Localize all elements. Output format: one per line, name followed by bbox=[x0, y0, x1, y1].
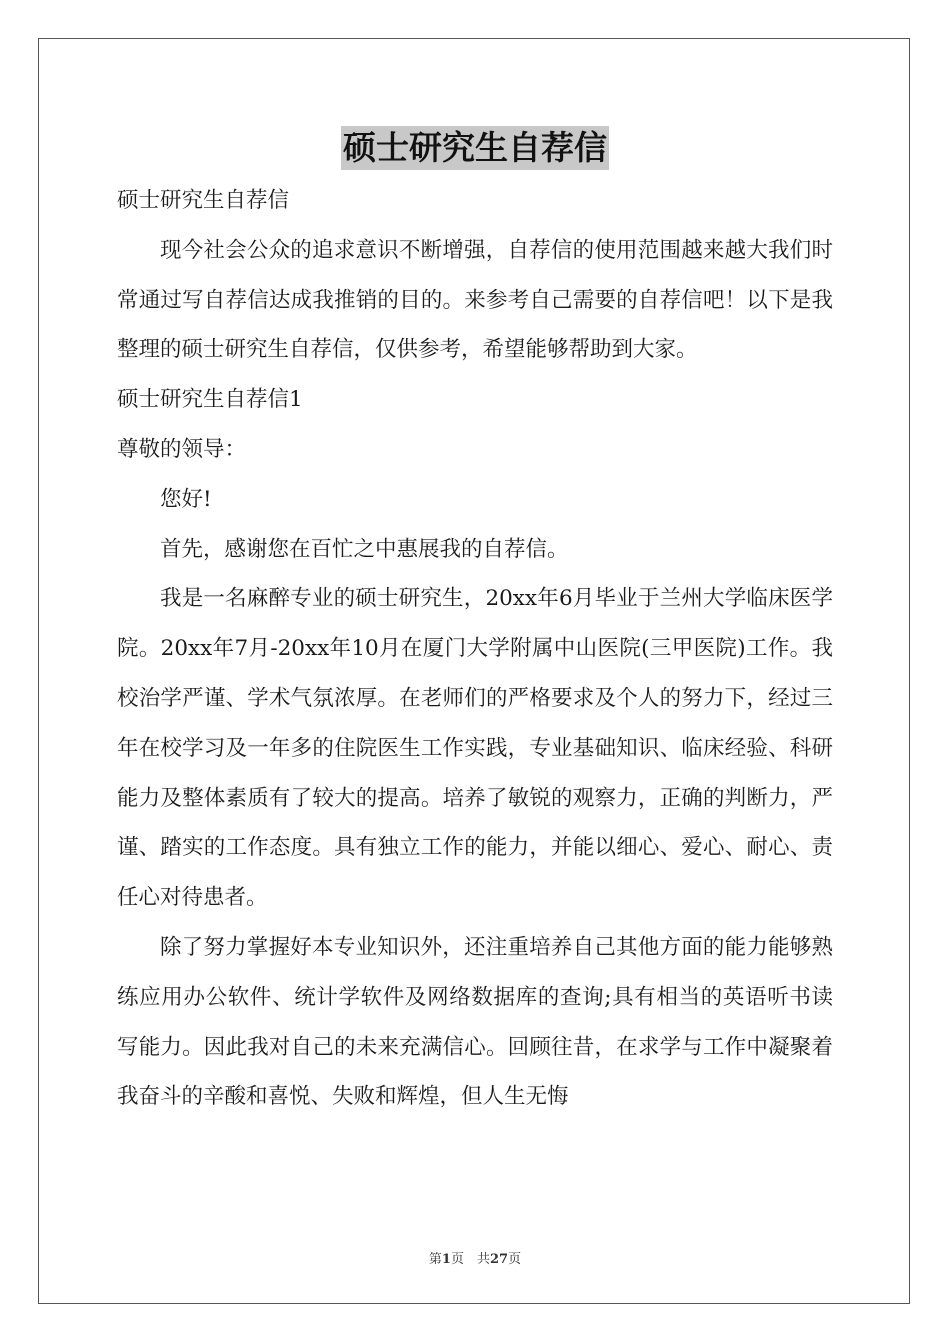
paragraph: 我是一名麻醉专业的硕士研究生，20xx年6月毕业于兰州大学临床医学院。20xx年7月-20xx年10月在厦门大学附属中山医院(三甲医院)工作。我校治学严谨、学术气氛浓厚。在老师们的严格要求及个人的努力下，经过三年在校学习及一年多的住院医生工作实践，专业基础知识、临床经验、科研能力及整体素质有了较大的提高。培养了敏锐的观察力，正确的判断力，严谨、踏实的工作态度。具有独立工作的能力，并能以细心、爱心、耐心、责任心对待患者。 bbox=[117, 586, 833, 911]
paragraph: 尊敬的领导： bbox=[117, 436, 247, 462]
document-body bbox=[117, 176, 833, 1122]
footer-mid: 页 共 bbox=[450, 1252, 490, 1267]
document-title: 硕士研究生自荐信 bbox=[341, 126, 609, 170]
page-footer bbox=[0, 1248, 950, 1267]
paragraph: 您好! bbox=[160, 486, 212, 512]
paragraph: 现今社会公众的追求意识不断增强，自荐信的使用范围越来越大我们时常通过写自荐信达成我推销的目的。来参考自己需要的自荐信吧！以下是我整理的硕士研究生自荐信，仅供参考，希望能够帮助到大家。 bbox=[117, 237, 833, 363]
paragraph: 硕士研究生自荐信1 bbox=[117, 387, 303, 413]
footer-suffix: 页 bbox=[508, 1252, 522, 1267]
footer-page-total: 27 bbox=[489, 1252, 509, 1267]
footer-page-number: 1 bbox=[441, 1252, 451, 1267]
paragraph: 首先，感谢您在百忙之中惠展我的自荐信。 bbox=[160, 536, 569, 562]
footer-prefix: 第 bbox=[428, 1252, 442, 1267]
paragraph: 除了努力掌握好本专业知识外，还注重培养自己其他方面的能力能够熟练应用办公软件、统计学软件及网络数据库的查询;具有相当的英语听书读写能力。因此我对自己的未来充满信心。回顾往昔，在求学与工作中凝聚着我奋斗的辛酸和喜悦、失败和辉煌，但人生无悔 bbox=[117, 934, 833, 1110]
paragraph: 硕士研究生自荐信 bbox=[117, 188, 290, 213]
title-container bbox=[0, 126, 950, 170]
